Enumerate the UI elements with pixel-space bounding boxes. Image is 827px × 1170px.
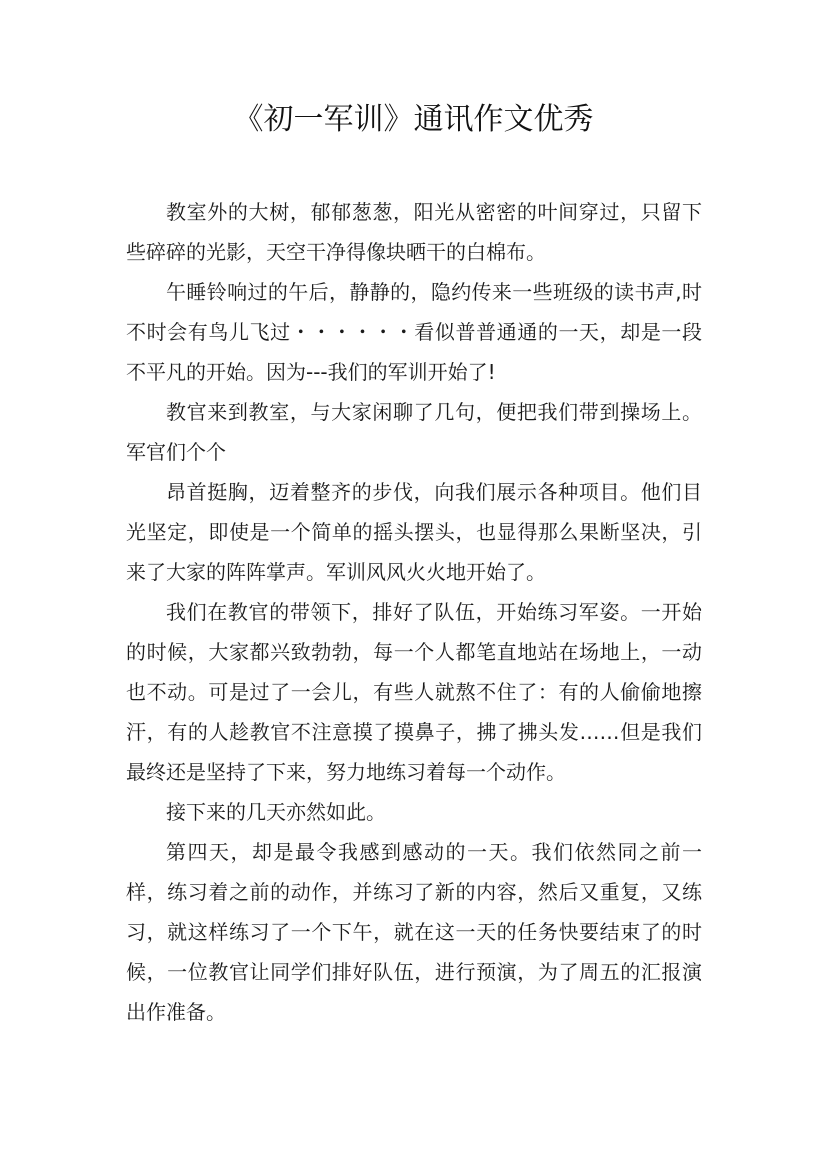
paragraph: 第四天，却是最令我感到感动的一天。我们依然同之前一样，练习着之前的动作，并练习了新的内容，然后又重复，又练习，就这样练习了一个下午，就在这一天的任务快要结束了的时候，一位教官让同学们排好队伍，进行预演，为了周五的汇报演出作准备。 (126, 840, 702, 1024)
paragraph: 我们在教官的带领下，排好了队伍，开始练习军姿。一开始的时候，大家都兴致勃勃，每一个人都笔直地站在场地上，一动也不动。可是过了一会儿，有些人就熬不住了：有的人偷偷地擦汗，有的人趁教官不注意摸了摸鼻子，拂了拂头发……但是我们最终还是坚持了下来，努力地练习着每一个动作。 (126, 600, 702, 784)
paragraph: 午睡铃响过的午后，静静的，隐约传来一些班级的读书声,时不时会有鸟儿飞过・・・・・・看似普普通通的一天，却是一段不平凡的开始。因为---我们的军训开始了! (126, 280, 702, 384)
document-body (126, 192, 702, 1032)
paragraph: 昂首挺胸，迈着整齐的步伐，向我们展示各种项目。他们目光坚定，即使是一个简单的摇头摆头，也显得那么果断坚决，引来了大家的阵阵掌声。军训风风火火地开始了。 (126, 480, 702, 584)
document-title: 《初一军训》通讯作文优秀 (233, 102, 594, 137)
paragraph: 教官来到教室，与大家闲聊了几句，便把我们带到操场上。军官们个个 (126, 400, 702, 464)
paragraph: 接下来的几天亦然如此。 (166, 800, 386, 824)
paragraph: 教室外的大树，郁郁葱葱，阳光从密密的叶间穿过，只留下些碎碎的光影，天空干净得像块晒干的白棉布。 (126, 200, 702, 264)
